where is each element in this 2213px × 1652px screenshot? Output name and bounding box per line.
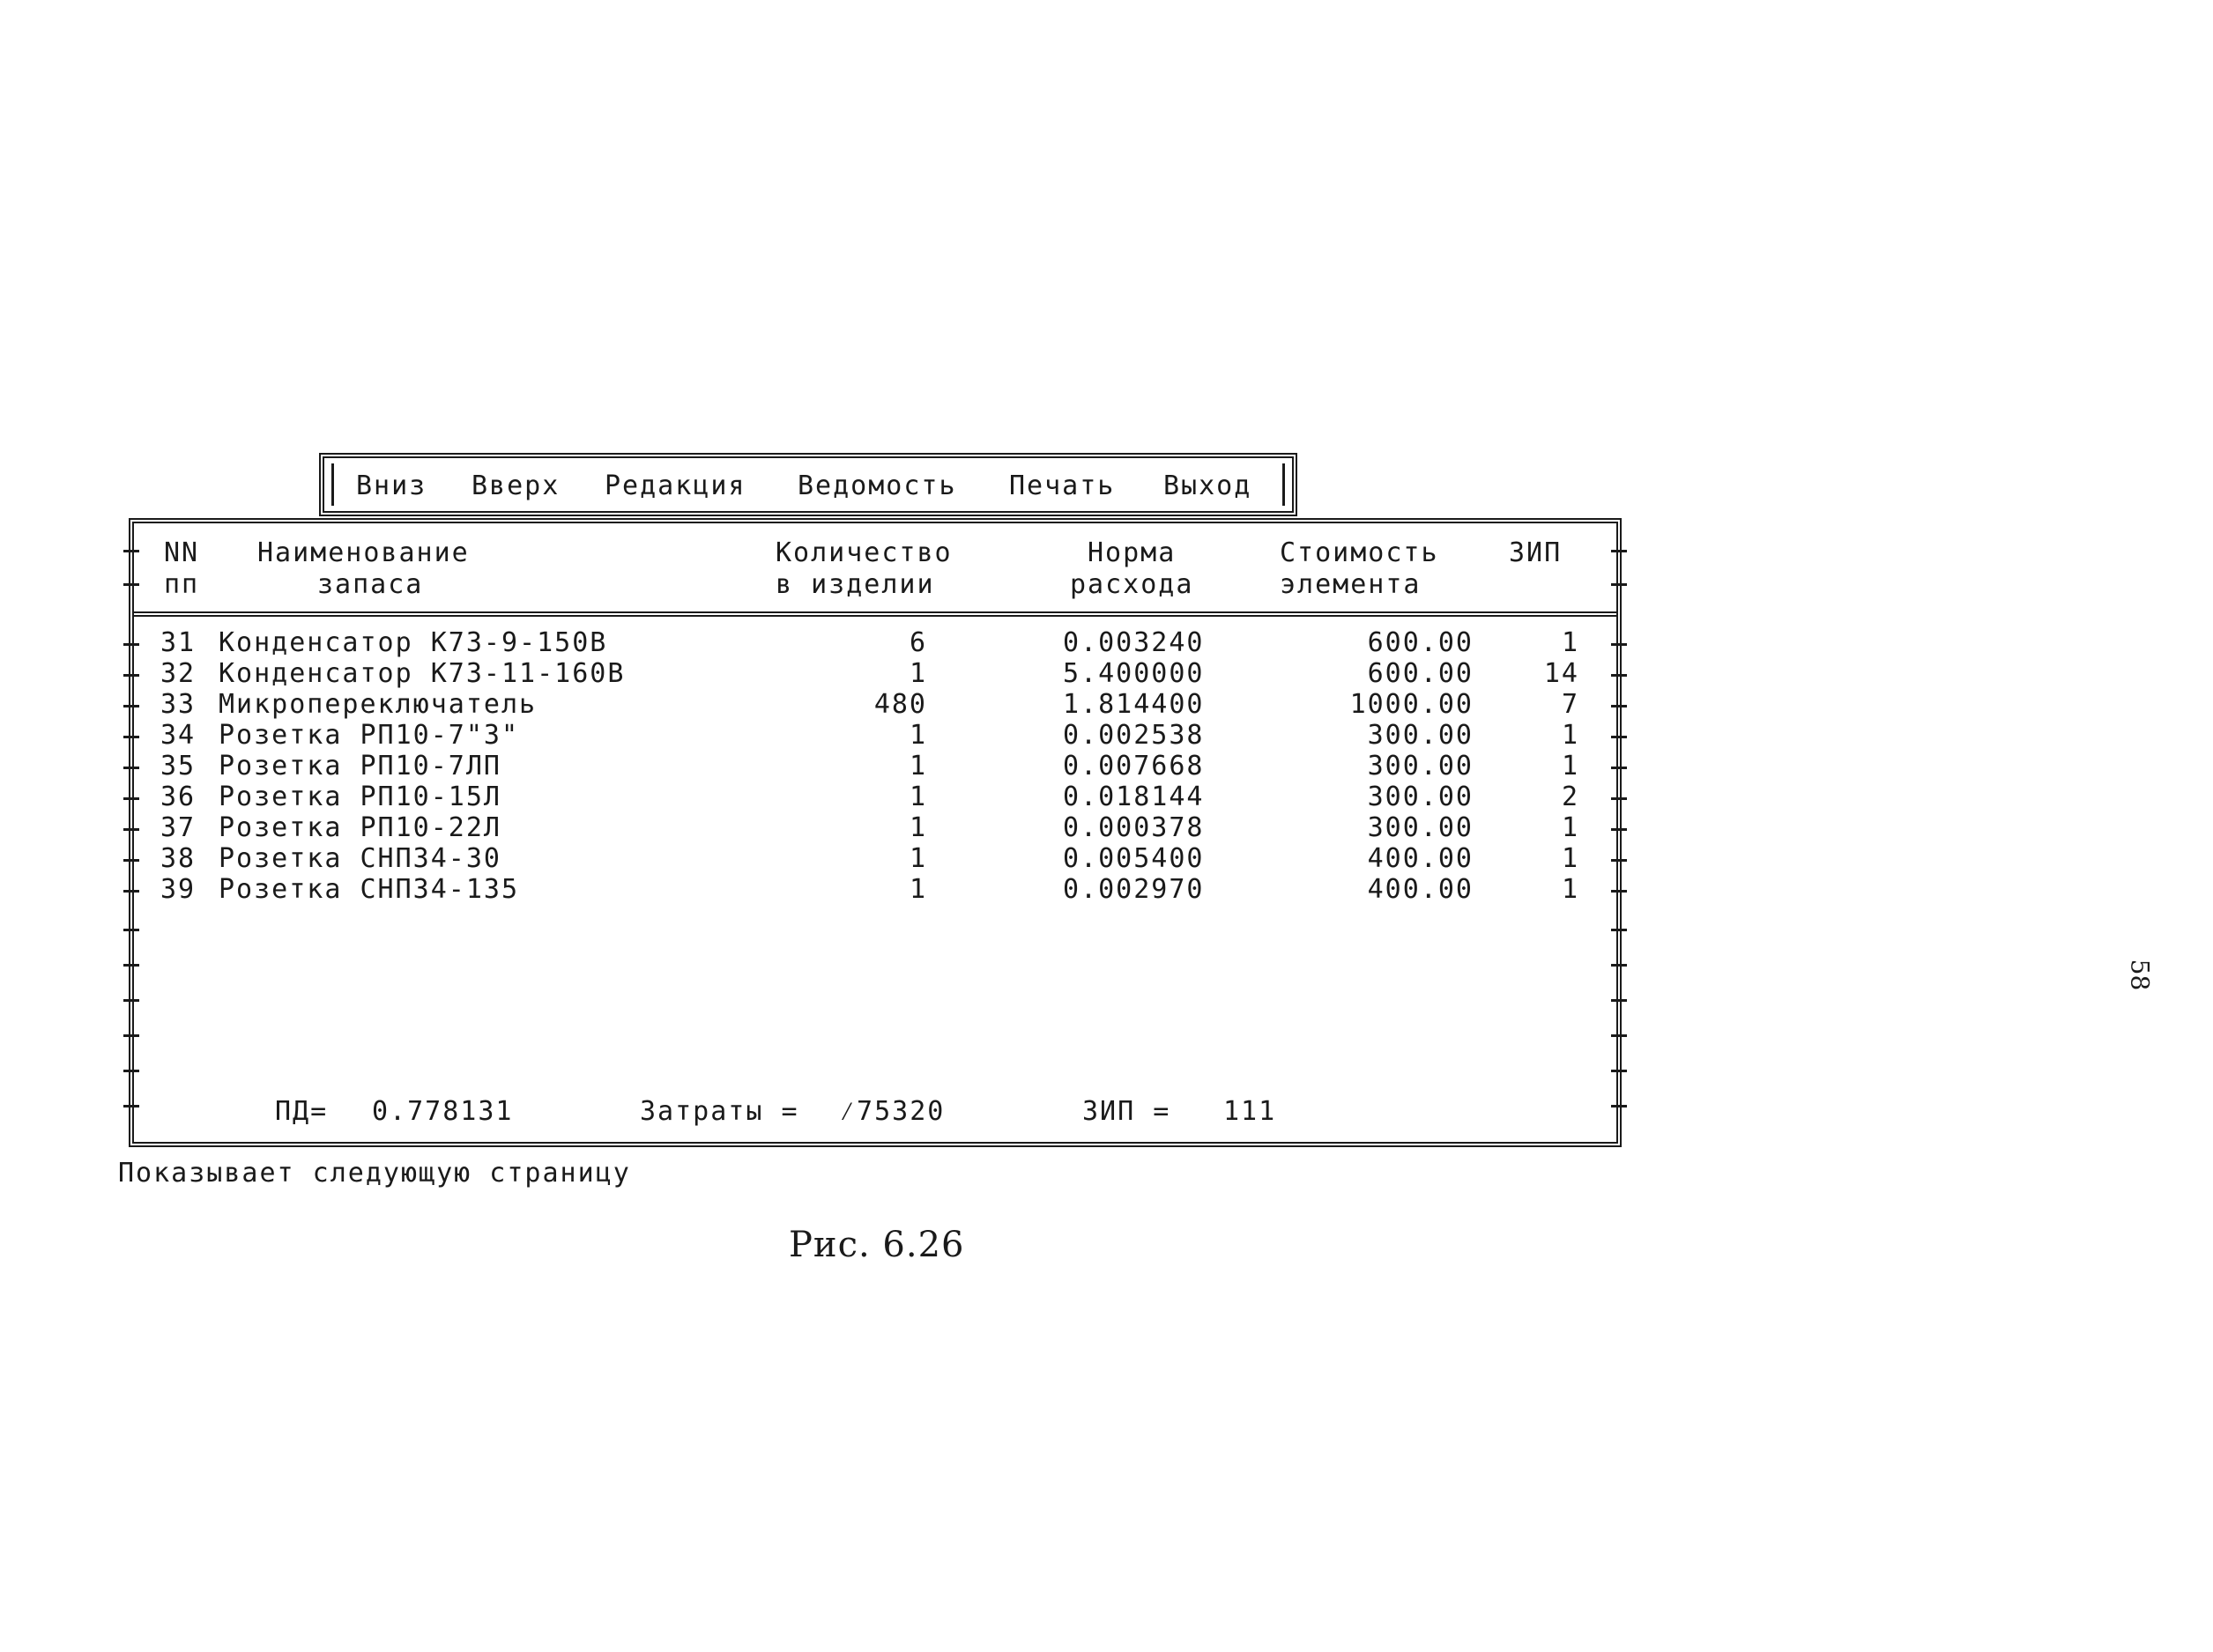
cell-zip: 1 — [1561, 874, 1579, 905]
menu-item-up[interactable]: Вверх — [472, 470, 561, 501]
header-cost-line2: элемента — [1280, 569, 1422, 600]
cell-norm: 0.007668 — [1063, 751, 1205, 782]
header-num-line1: NN — [164, 537, 200, 568]
cell-zip: 1 — [1561, 812, 1579, 843]
cell-cost: 400.00 — [1367, 843, 1474, 874]
cell-zip: 7 — [1561, 689, 1579, 720]
summary-pd-value: 0.778131 — [372, 1096, 514, 1127]
cell-zip: 2 — [1561, 782, 1579, 812]
summary-zip-label: ЗИП = — [1082, 1096, 1171, 1127]
cell-qty: 480 — [873, 689, 927, 720]
header-qty-line1: Количество — [776, 537, 953, 568]
cell-name: Конденсатор К73-9-150В — [219, 627, 608, 658]
cell-num: 32 — [160, 658, 197, 689]
table-frame — [129, 518, 1622, 1147]
menu-item-down[interactable]: Вниз — [356, 470, 427, 501]
cell-qty: 1 — [909, 843, 927, 874]
menu-item-exit[interactable]: Выход — [1163, 470, 1252, 501]
summary-cost-label: Затраты = — [640, 1096, 799, 1127]
cell-cost: 300.00 — [1367, 751, 1474, 782]
cell-num: 35 — [160, 751, 197, 782]
cell-name: Микропереключатель — [219, 689, 538, 720]
cell-cost: 400.00 — [1367, 874, 1474, 905]
cell-num: 37 — [160, 812, 197, 843]
header-qty-line2: в изделии — [776, 569, 935, 600]
header-norm-line1: Норма — [1088, 537, 1177, 568]
cell-name: Розетка РП10-7ЛП — [219, 751, 501, 782]
cell-num: 36 — [160, 782, 197, 812]
header-norm-line2: расхода — [1070, 569, 1194, 600]
header-name-line1: Наименование — [257, 537, 470, 568]
cell-name: Розетка СНП34-30 — [219, 843, 501, 874]
cell-norm: 1.814400 — [1063, 689, 1205, 720]
header-separator — [134, 611, 1616, 617]
cell-zip: 14 — [1543, 658, 1579, 689]
cell-cost: 600.00 — [1367, 658, 1474, 689]
page-number: 58 — [2125, 959, 2155, 991]
cell-cost: 1000.00 — [1349, 689, 1474, 720]
cell-qty: 1 — [909, 782, 927, 812]
cell-name: Розетка РП10-7"3" — [219, 720, 520, 751]
header-num-line2: пп — [164, 569, 200, 600]
cell-norm: 0.000378 — [1063, 812, 1205, 843]
cell-norm: 0.005400 — [1063, 843, 1205, 874]
cell-name: Розетка РП10-15Л — [219, 782, 501, 812]
figure-caption: Рис. 6.26 — [789, 1225, 965, 1265]
summary-pd-label: ПД= — [275, 1096, 329, 1127]
cell-cost: 300.00 — [1367, 812, 1474, 843]
cell-qty: 1 — [909, 812, 927, 843]
cell-qty: 1 — [909, 720, 927, 751]
cell-norm: 5.400000 — [1063, 658, 1205, 689]
cell-qty: 1 — [909, 658, 927, 689]
cell-num: 34 — [160, 720, 197, 751]
status-line: Показывает следующую страницу — [118, 1158, 631, 1189]
header-name-line2: запаса — [317, 569, 424, 600]
cell-qty: 6 — [909, 627, 927, 658]
cell-num: 38 — [160, 843, 197, 874]
cell-norm: 0.018144 — [1063, 782, 1205, 812]
cell-cost: 300.00 — [1367, 782, 1474, 812]
cell-norm: 0.003240 — [1063, 627, 1205, 658]
header-cost-line1: Стоимость — [1280, 537, 1439, 568]
cell-qty: 1 — [909, 874, 927, 905]
menu-item-sheet[interactable]: Ведомость — [798, 470, 957, 501]
menu-item-print[interactable]: Печать — [1009, 470, 1116, 501]
cell-cost: 300.00 — [1367, 720, 1474, 751]
summary-zip-value: 111 — [1223, 1096, 1277, 1127]
cell-zip: 1 — [1561, 627, 1579, 658]
cell-zip: 1 — [1561, 720, 1579, 751]
cell-cost: 600.00 — [1367, 627, 1474, 658]
cell-norm: 0.002538 — [1063, 720, 1205, 751]
cell-name: Розетка РП10-22Л — [219, 812, 501, 843]
cell-zip: 1 — [1561, 843, 1579, 874]
menu-item-edit[interactable]: Редакция — [605, 470, 746, 501]
cell-num: 33 — [160, 689, 197, 720]
cell-norm: 0.002970 — [1063, 874, 1205, 905]
header-zip: ЗИП — [1509, 537, 1563, 568]
cell-num: 39 — [160, 874, 197, 905]
cell-name: Конденсатор К73-11-160В — [219, 658, 626, 689]
cell-name: Розетка СНП34-135 — [219, 874, 520, 905]
summary-cost-value: ⁄75320 — [839, 1096, 946, 1127]
cell-qty: 1 — [909, 751, 927, 782]
menu-bar — [319, 453, 1297, 516]
cell-zip: 1 — [1561, 751, 1579, 782]
cell-num: 31 — [160, 627, 197, 658]
